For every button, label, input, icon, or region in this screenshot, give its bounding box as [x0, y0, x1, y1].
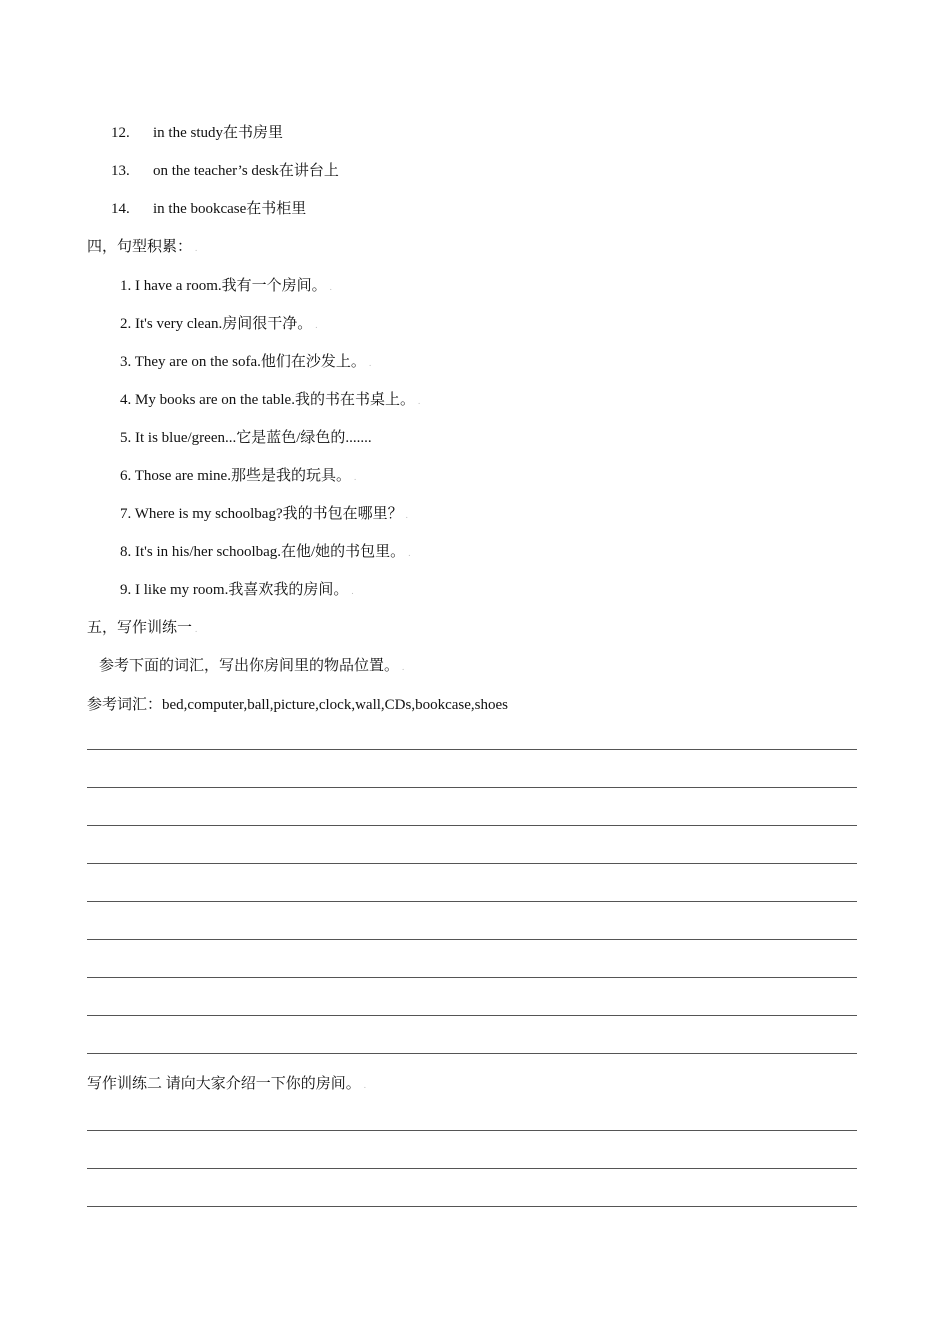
- phrase-number: 13.: [111, 163, 130, 179]
- sentence-item: 7. Where is my schoolbag?我的书包在哪里？ .: [120, 506, 408, 522]
- sentence-item: 5. It is blue/green...它是蓝色/绿色的.......: [120, 430, 372, 446]
- writing-instruction: 参考下面的词汇，写出你房间里的物品位置。 .: [99, 658, 405, 674]
- writing-line: [87, 1015, 857, 1016]
- writing-line: [87, 901, 857, 902]
- section-heading-writing-2: 写作训练二 请向大家介绍一下你的房间。 .: [87, 1076, 367, 1092]
- phrase-number: 12.: [111, 125, 130, 141]
- sentence-item: 2. It's very clean.房间很干净。 .: [120, 316, 318, 332]
- phrase-text: in the study在书房里: [153, 125, 283, 141]
- writing-line: [87, 825, 857, 826]
- phrase-text: on the teacher’s desk在讲台上: [153, 163, 339, 179]
- writing-line: [87, 1168, 857, 1169]
- section-heading-sentences: 四，句型积累： .: [87, 239, 198, 255]
- writing-line: [87, 863, 857, 864]
- phrase-text: in the bookcase在书柜里: [153, 201, 307, 217]
- sentence-item: 8. It's in his/her schoolbag.在他/她的书包里。 .: [120, 544, 411, 560]
- sentence-item: 4. My books are on the table.我的书在书桌上。 .: [120, 392, 421, 408]
- writing-line: [87, 787, 857, 788]
- writing-line: [87, 1206, 857, 1207]
- writing-line: [87, 749, 857, 750]
- vocabulary-list: 参考词汇：bed,computer,ball,picture,clock,wall,CDs,bookcase,shoes: [87, 697, 508, 713]
- writing-line: [87, 1053, 857, 1054]
- section-heading-writing-1: 五，写作训练一 .: [87, 620, 198, 636]
- sentence-item: 9. I like my room.我喜欢我的房间。 .: [120, 582, 354, 598]
- writing-line: [87, 977, 857, 978]
- writing-line: [87, 939, 857, 940]
- writing-line: [87, 1130, 857, 1131]
- phrase-number: 14.: [111, 201, 130, 217]
- sentence-item: 6. Those are mine.那些是我的玩具。 .: [120, 468, 357, 484]
- sentence-item: 1. I have a room.我有一个房间。 .: [120, 278, 332, 294]
- sentence-item: 3. They are on the sofa.他们在沙发上。 .: [120, 354, 372, 370]
